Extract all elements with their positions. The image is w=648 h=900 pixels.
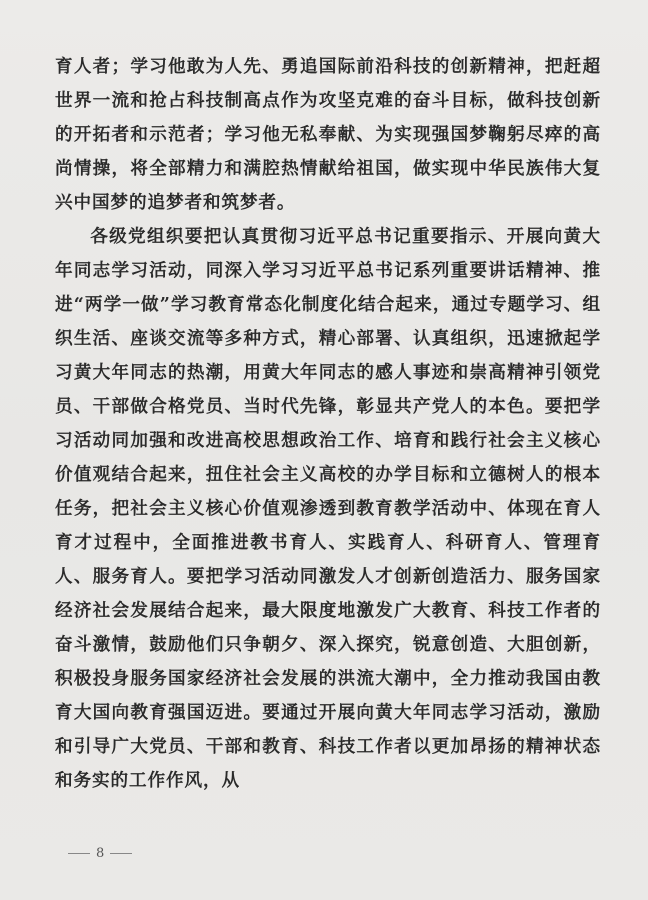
document-body [55,50,601,798]
page-number [68,846,132,861]
paragraph-2: 各级党组织要把认真贯彻习近平总书记重要指示、开展向黄大年同志学习活动，同深入学习习近平总书记系列重要讲话精神、推进“两学一做”学习教育常态化制度化结合起来，通过专题学习、组织生活、座谈交流等多种方式，精心部署、认真组织，迅速掀起学习黄大年同志的热潮，用黄大年同志的感人事迹和崇高精神引领党员、干部做合格党员、当时代先锋，彰显共产党人的本色。要把学习活动同加强和改进高校思想政治工作、培育和践行社会主义核心价值观结合起来，扭住社会主义高校的办学目标和立德树人的根本任务，把社会主义核心价值观渗透到教育教学活动中、体现在育人育才过程中，全面推进教书育人、实践育人、科研育人、管理育人、服务育人。要把学习活动同激发人才创新创造活力、服务国家经济社会发展结合起来，最大限度地激发广大教育、科技工作者的奋斗激情，鼓励他们只争朝夕、深入探究，锐意创造、大胆创新，积极投身服务国家经济社会发展的洪流大潮中，全力推动我国由教育大国向教育强国迈进。要通过开展向黄大年同志学习活动，激励和引导广大党员、干部和教育、科技工作者以更加昂扬的精神状态和务实的工作作风，从 [55,226,601,791]
page-number-value: 8 [96,846,105,861]
page-number-right-dash [110,853,132,854]
paragraph-1: 育人者；学习他敢为人先、勇追国际前沿科技的创新精神，把赶超世界一流和抢占科技制高点作为攻坚克难的奋斗目标，做科技创新的开拓者和示范者；学习他无私奉献、为实现强国梦鞠躬尽瘁的高尚情操，将全部精力和满腔热情献给祖国，做实现中华民族伟大复兴中国梦的追梦者和筑梦者。 [55,56,601,213]
page-number-left-dash [68,853,90,854]
